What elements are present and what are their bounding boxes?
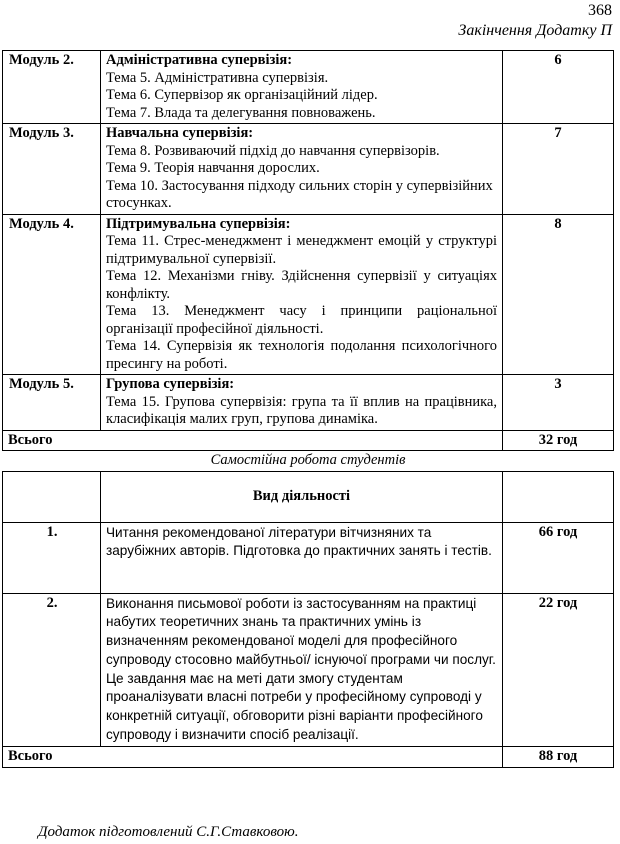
total-value: 88 год [503, 746, 614, 767]
page-number: 368 [588, 2, 612, 19]
activity-hours: 22 год [503, 593, 614, 746]
module-row [3, 124, 614, 215]
topic: Тема 6. Супервізор як організаційний лідер. [106, 87, 378, 103]
activity-row [3, 593, 614, 746]
activity-number: 1. [3, 522, 101, 593]
appendix-title: Закінчення Додатку П [458, 22, 612, 39]
module-id: Модуль 5. [3, 375, 101, 431]
total-row [3, 746, 614, 767]
module-content [101, 375, 503, 431]
total-label: Всього [3, 746, 503, 767]
activity-number: 2. [3, 593, 101, 746]
module-hours: 7 [503, 124, 614, 215]
topic: Тема 14. Супервізія як технологія подолання психологічного пресингу на роботі. [106, 338, 497, 372]
activity-row [3, 522, 614, 593]
topic: Тема 5. Адміністративна супервізія. [106, 69, 329, 86]
activity-header-row [3, 471, 614, 522]
activity-text: Виконання письмової роботи із застосуванням на практиці набутих теоретичних знань та практичних умінь із визначенням рекомендованої моделі для професійного супроводу стосовно майбутньої/ існуючої програми чи послуг. Це завдання має на меті дати змогу студентам проаналізувати власні потреби у професійному супроводі у конкретній ситуації, обговорити різні варіанти професійного супроводу і визначити спосіб реалізації. [101, 593, 503, 746]
module-hours: 3 [503, 375, 614, 431]
module-row [3, 51, 614, 124]
module-id: Модуль 4. [3, 214, 101, 375]
module-content [101, 214, 503, 375]
footnote: Додаток підготовлений С.Г.Ставковою. [38, 824, 299, 840]
module-content [101, 124, 503, 215]
module-title: Підтримувальна супервізія: [106, 215, 291, 232]
module-id: Модуль 2. [3, 51, 101, 124]
module-title: Групова супервізія: [106, 376, 235, 392]
self-work-row [3, 451, 614, 472]
topic: Тема 8. Розвиваючий підхід до навчання супервізорів. [106, 142, 440, 159]
empty-cell [503, 471, 614, 522]
activity-text: Читання рекомендованої літератури вітчизняних та зарубіжних авторів. Підготовка до практичних занять і тестів. [101, 522, 503, 593]
empty-cell [3, 471, 101, 522]
module-title: Адміністративна супервізія: [106, 52, 293, 68]
module-row [3, 375, 614, 431]
topic: Тема 12. Механізми гніву. Здійснення супервізії у ситуаціях конфлікту. [106, 268, 497, 302]
topic: Тема 11. Стрес-менеджмент і менеджмент емоцій у структурі підтримувальної супервізії. [106, 233, 497, 267]
module-hours: 8 [503, 214, 614, 375]
module-title: Навчальна супервізія: [106, 125, 254, 141]
topic: Тема 7. Влада та делегування повноважень. [106, 104, 376, 121]
curriculum-table [2, 50, 614, 768]
total-label: Всього [3, 430, 503, 451]
activity-header: Вид діяльності [101, 471, 503, 522]
self-work-title: Самостійна робота студентів [3, 451, 614, 472]
topic: Тема 13. Менеджмент часу і принципи раціональної організації професійної діяльності. [106, 303, 497, 337]
module-hours: 6 [503, 51, 614, 124]
module-content [101, 51, 503, 124]
topic: Тема 15. Групова супервізія: група та її вплив на працівника, класифікація малих груп, групова динаміка. [106, 393, 497, 427]
activity-hours: 66 год [503, 522, 614, 593]
module-id: Модуль 3. [3, 124, 101, 215]
topic: Тема 9. Теорія навчання дорослих. [106, 160, 320, 176]
total-row [3, 430, 614, 451]
module-row [3, 214, 614, 375]
topic: Тема 10. Застосування підходу сильних сторін у супервізійних стосунках. [106, 177, 493, 211]
total-value: 32 год [503, 430, 614, 451]
